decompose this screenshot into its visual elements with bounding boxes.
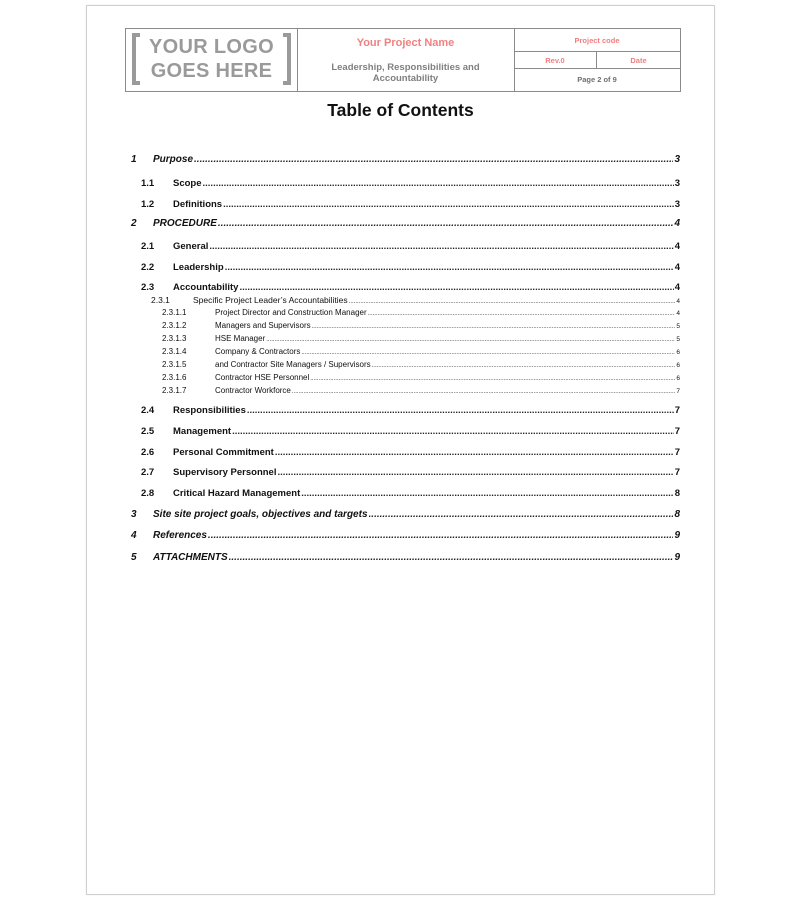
- toc-entry[interactable]: [131, 552, 680, 563]
- toc-entry[interactable]: [141, 405, 680, 416]
- toc-entry-page: 7: [674, 447, 680, 458]
- document-title: Leadership, Responsibilities and Accountability: [331, 62, 480, 84]
- toc-entry[interactable]: [162, 321, 680, 330]
- toc-leader-dots: [232, 426, 674, 437]
- toc-entry-page: 6: [676, 349, 680, 356]
- toc-entry-page: 3: [674, 154, 680, 165]
- toc-entry-number: 2.3: [141, 282, 155, 293]
- toc-entry[interactable]: [162, 373, 680, 382]
- toc-entry-number: 4: [131, 530, 137, 541]
- toc-leader-dots: [209, 241, 673, 252]
- toc-entry-page: 9: [674, 530, 680, 541]
- toc-entry-page: 7: [674, 426, 680, 437]
- toc-entry[interactable]: [141, 467, 680, 478]
- toc-leader-dots: [239, 282, 673, 293]
- toc-entry-page: 7: [676, 388, 680, 395]
- toc-entry-label: General: [173, 241, 209, 252]
- toc-entry[interactable]: [162, 386, 680, 395]
- toc-entry-label: Scope: [173, 178, 202, 189]
- toc-entry-page: 3: [674, 178, 680, 189]
- toc-leader-dots: [194, 154, 673, 165]
- project-code: Project code: [514, 29, 680, 52]
- toc-entry[interactable]: [141, 262, 680, 273]
- toc-entry[interactable]: [162, 308, 680, 317]
- toc-leader-dots: [203, 178, 674, 189]
- toc-leader-dots: [208, 530, 674, 541]
- logo-line-2: GOES HERE: [150, 60, 273, 82]
- toc-leader-dots: [229, 552, 674, 563]
- toc-entry[interactable]: [131, 218, 680, 229]
- toc-entry-number: 5: [131, 552, 137, 563]
- toc-entry-label: Managers and Supervisors: [215, 321, 311, 330]
- toc-entry-number: 2.5: [141, 426, 155, 437]
- toc-entry-label: Critical Hazard Management: [173, 488, 301, 499]
- toc-entry-number: 1: [131, 154, 137, 165]
- toc-entry-number: 2.7: [141, 467, 155, 478]
- toc-entry-number: 2.3.1.1: [162, 308, 187, 317]
- toc-entry-label: Contractor Workforce: [215, 386, 291, 395]
- toc-entry[interactable]: [162, 360, 680, 369]
- toc-entry-page: 7: [674, 405, 680, 416]
- toc-leader-dots: [349, 299, 676, 305]
- toc-leader-dots: [372, 363, 676, 369]
- toc-entry-page: 9: [674, 552, 680, 563]
- toc-entry-number: 2.2: [141, 262, 155, 273]
- toc-entry-number: 2.8: [141, 488, 155, 499]
- toc-leader-dots: [275, 447, 674, 458]
- toc-entry-label: Leadership: [173, 262, 224, 273]
- toc-leader-dots: [292, 389, 676, 395]
- date: Date: [597, 52, 680, 69]
- toc-entry-label: Project Director and Construction Manager: [215, 308, 367, 317]
- toc-leader-dots: [369, 509, 674, 520]
- toc-leader-dots: [310, 376, 675, 382]
- toc-entry-label: Management: [173, 426, 232, 437]
- toc-entry[interactable]: [141, 178, 680, 189]
- toc-entry-number: 2.4: [141, 405, 155, 416]
- toc-leader-dots: [277, 467, 673, 478]
- toc-entry-page: 6: [676, 362, 680, 369]
- toc-entry-number: 2.3.1.7: [162, 386, 187, 395]
- toc-entry-label: Personal Commitment: [173, 447, 274, 458]
- toc-entry-label: PROCEDURE: [153, 218, 217, 229]
- toc-entry[interactable]: [141, 199, 680, 210]
- toc-leader-dots: [368, 311, 676, 317]
- document-page: [86, 5, 715, 895]
- toc-entry-page: 6: [676, 375, 680, 382]
- toc-entry-page: 4: [674, 241, 680, 252]
- toc-entry-label: Purpose: [153, 154, 194, 165]
- toc-entry-page: 4: [674, 218, 680, 229]
- toc-leader-dots: [218, 218, 674, 229]
- toc-leader-dots: [301, 488, 673, 499]
- toc-entry-label: Responsibilities: [173, 405, 246, 416]
- toc-leader-dots: [247, 405, 674, 416]
- toc-entry-number: 3: [131, 509, 137, 520]
- toc-entry[interactable]: [141, 447, 680, 458]
- logo-line-1: YOUR LOGO: [149, 36, 274, 58]
- toc-leader-dots: [266, 337, 675, 343]
- toc-entry-page: 8: [674, 488, 680, 499]
- toc-entry-page: 5: [676, 323, 680, 330]
- page-number: Page 2 of 9: [577, 75, 617, 84]
- toc-entry-label: Supervisory Personnel: [173, 467, 277, 478]
- toc-entry-label: Definitions: [173, 199, 223, 210]
- toc-entry[interactable]: [131, 154, 680, 165]
- toc-entry[interactable]: [131, 509, 680, 520]
- toc-entry-number: 2.3.1.3: [162, 334, 187, 343]
- toc-entry-page: 8: [674, 509, 680, 520]
- toc-entry-number: 2.3.1.2: [162, 321, 187, 330]
- toc-entry[interactable]: [141, 241, 680, 252]
- toc-entry[interactable]: [162, 334, 680, 343]
- toc-entry-page: 7: [674, 467, 680, 478]
- toc-entry-label: ATTACHMENTS: [153, 552, 228, 563]
- toc-entry-label: HSE Manager: [215, 334, 266, 343]
- toc-entry[interactable]: [131, 530, 680, 541]
- toc-entry-page: 3: [674, 199, 680, 210]
- toc-entry[interactable]: [151, 295, 680, 305]
- toc-entry-number: 2.1: [141, 241, 155, 252]
- project-name: Your Project Name: [356, 37, 455, 49]
- toc-leader-dots: [225, 262, 674, 273]
- toc-entry-page: 4: [674, 282, 680, 293]
- toc-leader-dots: [312, 324, 676, 330]
- toc-entry-number: 2.6: [141, 447, 155, 458]
- toc-entry-number: 1.2: [141, 199, 155, 210]
- table-of-contents: [87, 6, 716, 606]
- toc-entry-label: Site site project goals, objectives and targets: [153, 509, 368, 520]
- toc-entry-label: References: [153, 530, 207, 541]
- toc-entry-page: 4: [674, 262, 680, 273]
- toc-entry[interactable]: [162, 347, 680, 356]
- toc-entry[interactable]: [141, 282, 680, 293]
- toc-leader-dots: [223, 199, 674, 210]
- toc-entry-number: 2.3.1.4: [162, 347, 187, 356]
- toc-entry[interactable]: [141, 426, 680, 437]
- toc-entry-label: Contractor HSE Personnel: [215, 373, 310, 382]
- toc-entry-label: Company & Contractors: [215, 347, 301, 356]
- toc-entry[interactable]: [141, 488, 680, 499]
- toc-entry-label: Specific Project Leader’s Accountabilities: [193, 295, 348, 305]
- toc-leader-dots: [301, 350, 675, 356]
- toc-entry-page: 5: [676, 336, 680, 343]
- toc-title: Table of Contents: [327, 100, 474, 120]
- toc-entry-number: 1.1: [141, 178, 155, 189]
- toc-entry-number: 2: [131, 218, 137, 229]
- toc-entry-label: Accountability: [173, 282, 239, 293]
- revision: Rev.0: [514, 52, 597, 69]
- toc-entry-number: 2.3.1.5: [162, 360, 187, 369]
- toc-entry-label: and Contractor Site Managers / Supervisors: [215, 360, 371, 369]
- toc-entry-number: 2.3.1.6: [162, 373, 187, 382]
- toc-entry-page: 4: [676, 298, 680, 305]
- toc-entry-page: 4: [676, 310, 680, 317]
- toc-entry-number: 2.3.1: [151, 295, 170, 305]
